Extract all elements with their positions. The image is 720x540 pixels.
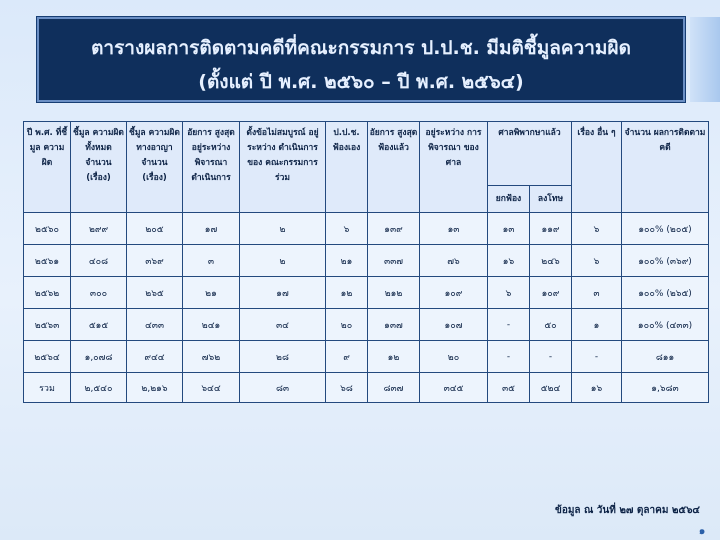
cell-other: ๖ [572, 213, 622, 245]
cell-criminal-cases: ๙๔๔ [127, 341, 183, 373]
table-row [24, 213, 709, 245]
header-total-cases: ชี้มูล ความผิด ทั้งหมด จำนวน (เรื่อง) [71, 122, 127, 213]
cell-court-pending: ๑๓ [420, 213, 488, 245]
cell-criminal-cases: ๔๓๓ [127, 309, 183, 341]
table-row [24, 277, 709, 309]
header-ag-pending: อัยการ สูงสุด อยู่ระหว่าง พิจารณา ดำเนินการ [183, 122, 240, 213]
cell-ag-sued: ๑๓๙ [368, 213, 420, 245]
total-incomplete: ๘๓ [240, 373, 326, 403]
total-nacc-sued: ๖๘ [326, 373, 368, 403]
cell-followed: ๑๐๐% (๔๓๓) [622, 309, 709, 341]
cell-followed: ๘๑๑ [622, 341, 709, 373]
total-criminal-cases: ๒,๒๑๖ [127, 373, 183, 403]
cell-dismissed: - [488, 309, 530, 341]
table-row-total [24, 373, 709, 403]
cell-punished: ๒๔๖ [530, 245, 572, 277]
title-line-2: (ตั้งแต่ ปี พ.ศ. ๒๕๖๐ – ปี พ.ศ. ๒๕๖๔) [198, 71, 524, 93]
header-incomplete: ตั้งข้อไม่สมบูรณ์ อยู่ระหว่าง ดำเนินการของ คณะกรรมการร่วม [240, 122, 326, 213]
cell-court-pending: ๑๐๙ [420, 277, 488, 309]
cell-followed: ๑๐๐% (๒๖๕) [622, 277, 709, 309]
cell-year: ๒๕๖๓ [24, 309, 71, 341]
cell-court-pending: ๑๐๗ [420, 309, 488, 341]
cell-court-pending: ๗๖ [420, 245, 488, 277]
cell-total-cases: ๔๐๘ [71, 245, 127, 277]
cell-incomplete: ๑๗ [240, 277, 326, 309]
cell-punished: ๑๑๙ [530, 213, 572, 245]
cell-nacc-sued: ๒๐ [326, 309, 368, 341]
data-date-note: ข้อมูล ณ วันที่ ๒๗ ตุลาคม ๒๕๖๔ [555, 505, 700, 516]
header-other: เรื่อง อื่น ๆ [572, 122, 622, 213]
header-ag-sued: อัยการ สูงสุด ฟ้องแล้ว [368, 122, 420, 213]
cell-nacc-sued: ๑๒ [326, 277, 368, 309]
cell-followed: ๑๐๐% (๒๐๕) [622, 213, 709, 245]
header-dismissed: ยกฟ้อง [488, 186, 530, 213]
cell-year: ๒๕๖๑ [24, 245, 71, 277]
total-punished: ๕๒๔ [530, 373, 572, 403]
header-criminal-cases: ชี้มูล ความผิด ทางอาญา จำนวน (เรื่อง) [127, 122, 183, 213]
total-dismissed: ๓๕ [488, 373, 530, 403]
cell-dismissed: ๑๖ [488, 245, 530, 277]
cell-year: ๒๕๖๐ [24, 213, 71, 245]
total-label: รวม [24, 373, 71, 403]
cell-punished: - [530, 341, 572, 373]
cell-ag-pending: ๒๔๑ [183, 309, 240, 341]
title-banner [37, 17, 685, 102]
header-court-pending: อยู่ระหว่าง การพิจารณา ของศาล [420, 122, 488, 213]
total-ag-sued: ๘๓๗ [368, 373, 420, 403]
header-nacc-sued: ป.ป.ช. ฟ้องเอง [326, 122, 368, 213]
cell-total-cases: ๒๙๙ [71, 213, 127, 245]
cell-nacc-sued: ๖ [326, 213, 368, 245]
table-row [24, 245, 709, 277]
cell-criminal-cases: ๓๖๙ [127, 245, 183, 277]
cell-dismissed: ๖ [488, 277, 530, 309]
header-verdict: ศาลพิพากษาแล้ว [488, 122, 572, 186]
decorative-strip [690, 17, 720, 102]
total-other: ๑๖ [572, 373, 622, 403]
cell-ag-sued: ๑๒ [368, 341, 420, 373]
cell-other: - [572, 341, 622, 373]
cell-ag-pending: ๒๑ [183, 277, 240, 309]
cell-year: ๒๕๖๔ [24, 341, 71, 373]
cell-court-pending: ๒๐ [420, 341, 488, 373]
cell-punished: ๑๐๙ [530, 277, 572, 309]
cell-criminal-cases: ๒๖๕ [127, 277, 183, 309]
cell-criminal-cases: ๒๐๕ [127, 213, 183, 245]
total-court-pending: ๓๔๕ [420, 373, 488, 403]
title-line-1: ตารางผลการติดตามคดีที่คณะกรรมการ ป.ป.ช. มีมติชี้มูลความผิด [91, 37, 631, 59]
cell-followed: ๑๐๐% (๓๖๙) [622, 245, 709, 277]
header-punished: ลงโทษ [530, 186, 572, 213]
total-ag-pending: ๖๔๔ [183, 373, 240, 403]
cell-ag-sued: ๓๓๗ [368, 245, 420, 277]
cell-ag-pending: ๗๖๒ [183, 341, 240, 373]
cell-ag-sued: ๑๓๗ [368, 309, 420, 341]
cell-year: ๒๕๖๒ [24, 277, 71, 309]
cell-other: ๑ [572, 309, 622, 341]
cell-total-cases: ๓๐๐ [71, 277, 127, 309]
cell-nacc-sued: ๒๑ [326, 245, 368, 277]
cell-ag-pending: ๑๗ [183, 213, 240, 245]
header-year: ปี พ.ศ. ที่ชี้มูล ความผิด [24, 122, 71, 213]
header-followed: จำนวน ผลการติดตาม คดี [622, 122, 709, 213]
cell-ag-sued: ๒๑๒ [368, 277, 420, 309]
cell-incomplete: ๓๔ [240, 309, 326, 341]
cell-total-cases: ๕๑๕ [71, 309, 127, 341]
cell-total-cases: ๑,๐๗๘ [71, 341, 127, 373]
cell-nacc-sued: ๙ [326, 341, 368, 373]
table-row [24, 341, 709, 373]
cell-dismissed: - [488, 341, 530, 373]
table-row [24, 309, 709, 341]
cell-incomplete: ๒ [240, 213, 326, 245]
results-table [23, 121, 709, 403]
page-number: ๑ [698, 526, 706, 537]
total-total-cases: ๒,๕๔๐ [71, 373, 127, 403]
cell-other: ๓ [572, 277, 622, 309]
cell-other: ๖ [572, 245, 622, 277]
cell-incomplete: ๒ [240, 245, 326, 277]
cell-incomplete: ๒๘ [240, 341, 326, 373]
cell-ag-pending: ๓ [183, 245, 240, 277]
total-followed: ๑,๖๘๓ [622, 373, 709, 403]
cell-punished: ๕๐ [530, 309, 572, 341]
cell-dismissed: ๑๓ [488, 213, 530, 245]
